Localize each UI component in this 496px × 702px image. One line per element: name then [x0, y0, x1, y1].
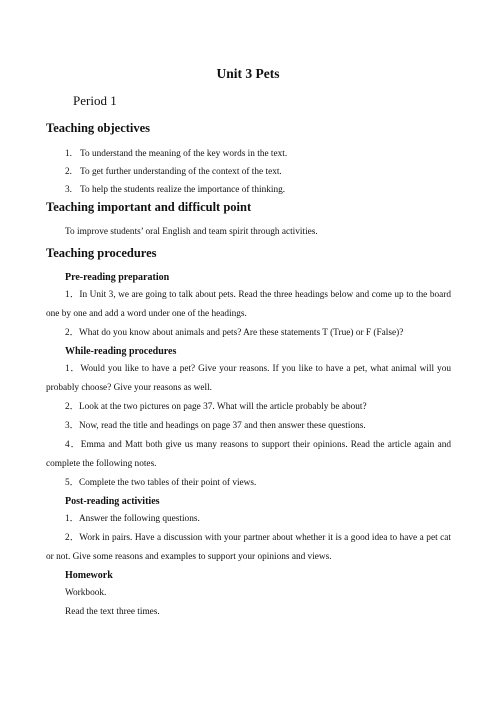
item-number: 5． [65, 478, 79, 488]
homework-line: Workbook. [65, 588, 107, 598]
important-point-heading: Teaching important and difficult point [46, 200, 252, 214]
objectives-heading: Teaching objectives [46, 121, 151, 135]
important-point-text: To improve students’ oral English and team spirit through activities. [65, 227, 318, 237]
item-text: In Unit 3, we are going to talk about pets. Read the three headings below and come up to the board one by one and add a word under one of the headings. [46, 290, 452, 319]
while-reading-item [46, 474, 451, 493]
item-number: 1． [65, 290, 80, 300]
post-reading-heading: Post-reading activities [65, 496, 160, 507]
pre-reading-item [46, 286, 451, 324]
period-label: Period 1 [73, 93, 117, 108]
homework-line: Read the text three times. [65, 607, 160, 617]
pre-reading-heading: Pre-reading preparation [65, 272, 170, 283]
item-text: What do you know about animals and pets? Are these statements T (True) or F (False)? [78, 328, 404, 338]
item-number: 4． [65, 440, 81, 450]
objective-number: 1. [65, 149, 72, 159]
while-reading-item [46, 436, 451, 474]
objective-number: 2. [65, 167, 72, 177]
objective-item [65, 185, 285, 195]
item-number: 2． [65, 328, 79, 338]
item-text: Now, read the title and headings on page 37 and then answer these questions. [78, 421, 366, 431]
item-number: 2． [65, 402, 79, 412]
objective-item [65, 149, 287, 159]
while-reading-item [46, 398, 451, 417]
while-reading-item [46, 360, 451, 398]
item-text: Complete the two tables of their point of views. [78, 478, 257, 488]
item-text: Look at the two pictures on page 37. What will the article probably be about? [78, 402, 367, 412]
post-reading-item [46, 529, 451, 567]
objective-text: To understand the meaning of the key words in the text. [80, 149, 288, 159]
item-number: 3． [65, 421, 79, 431]
objective-item [65, 167, 282, 177]
objective-text: To help the students realize the importance of thinking. [80, 185, 286, 195]
objective-number: 3. [65, 185, 72, 195]
item-text: Answer the following questions. [78, 514, 200, 524]
objective-text: To get further understanding of the context of the text. [80, 167, 282, 177]
item-number: 2． [65, 533, 80, 543]
while-reading-heading: While-reading procedures [65, 346, 177, 357]
while-reading-item [46, 417, 451, 436]
item-text: Would you like to have a pet? Give your reasons. If you like to have a pet, what animal will you probably choose? Give your reasons as well. [46, 364, 451, 393]
page-title: Unit 3 Pets [216, 66, 280, 81]
item-text: Work in pairs. Have a discussion with your partner about whether it is a good idea to have a pet cat or not. Give some reasons and examples to support your opinions and views. [46, 533, 451, 562]
homework-heading: Homework [65, 570, 113, 581]
post-reading-item [46, 510, 451, 529]
item-number: 1． [65, 514, 79, 524]
item-text: Emma and Matt both give us many reasons to support their opinions. Read the article again and complete the following notes. [46, 440, 451, 469]
item-number: 1． [65, 364, 81, 374]
pre-reading-item [46, 324, 451, 343]
procedures-heading: Teaching procedures [46, 246, 157, 260]
